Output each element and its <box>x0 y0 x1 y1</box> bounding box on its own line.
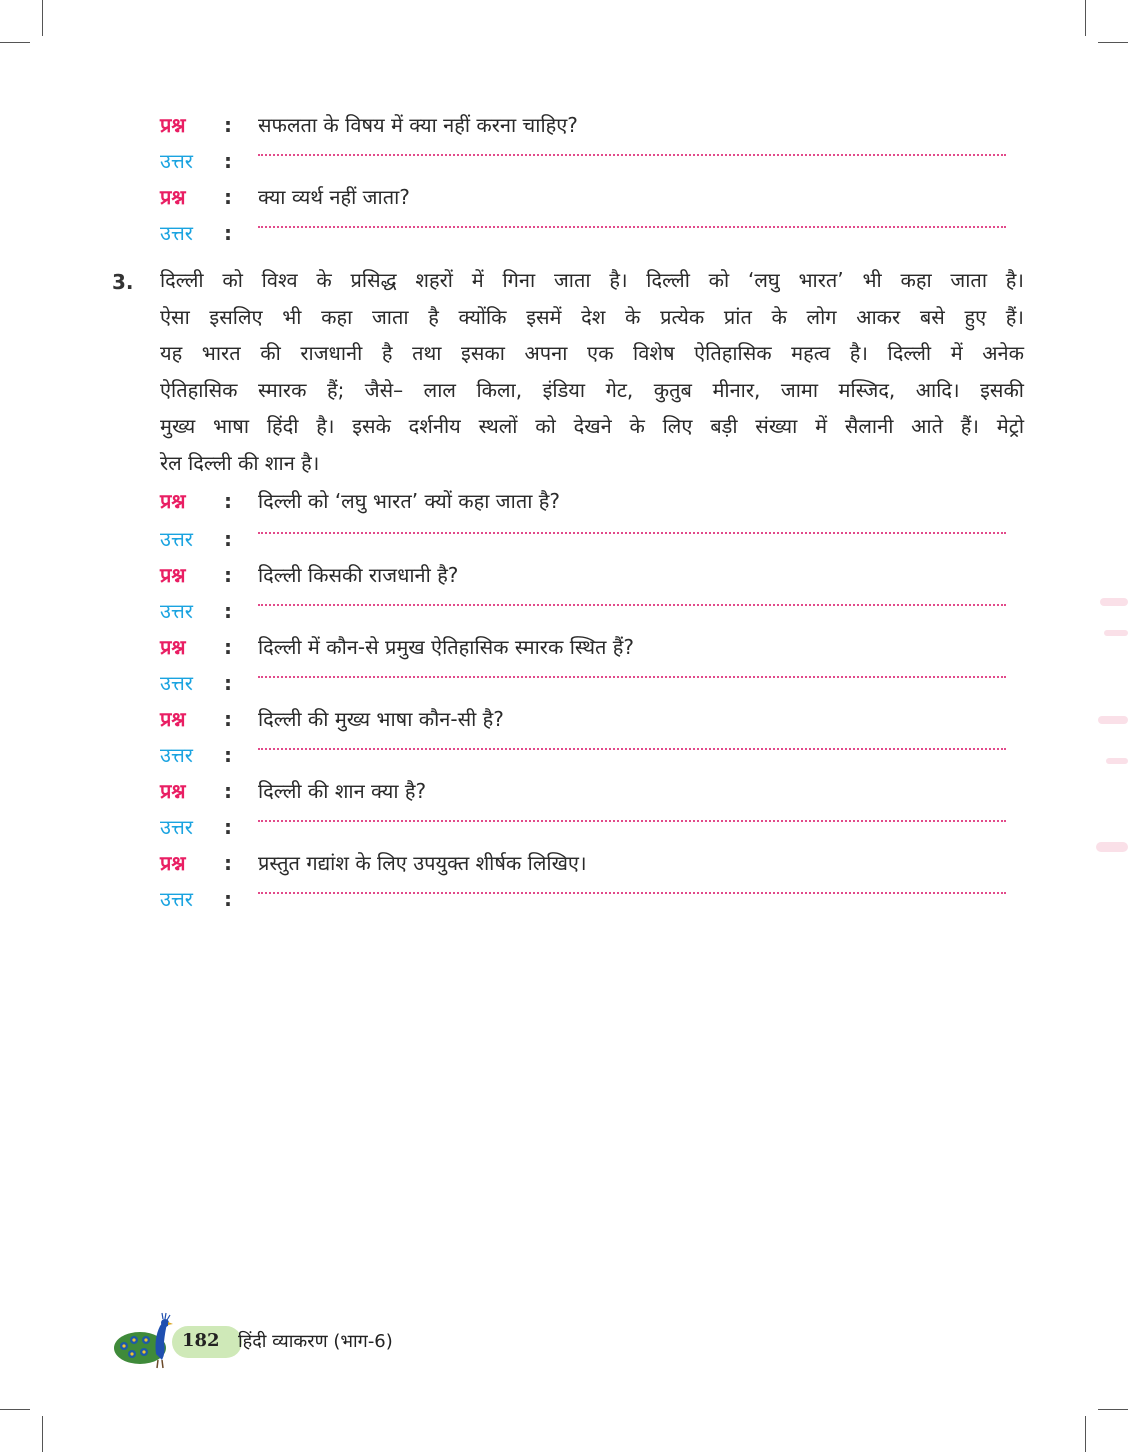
colon: : <box>224 489 232 513</box>
passage-line: मुख्य भाषा हिंदी है। इसके दर्शनीय स्थलों को देखने के लिए बड़ी संख्या में सैलानी आते हैं। मेट्रो <box>160 414 1024 438</box>
colon: : <box>224 221 232 245</box>
colon: : <box>224 149 232 173</box>
answer-label: उत्तर <box>160 743 193 767</box>
answer-label: उत्तर <box>160 221 193 245</box>
colon: : <box>224 113 232 137</box>
answer-label: उत्तर <box>160 671 193 695</box>
answer-line[interactable] <box>258 154 1006 156</box>
colon: : <box>224 707 232 731</box>
question-text: दिल्ली की शान क्या है? <box>258 779 427 803</box>
passage-line: दिल्ली को विश्व के प्रसिद्ध शहरों में गिना जाता है। दिल्ली को ‘लघु भारत’ भी कहा जाता है। <box>160 268 1024 292</box>
question-label: प्रश्न <box>160 185 186 209</box>
crop-mark <box>0 42 30 43</box>
answer-row <box>160 740 1010 770</box>
answer-label: उत्तर <box>160 149 193 173</box>
question-row <box>160 182 1010 212</box>
answer-line[interactable] <box>258 226 1006 228</box>
question-text: दिल्ली में कौन-से प्रमुख ऐतिहासिक स्मारक स्थित हैं? <box>258 635 635 659</box>
answer-label: उत्तर <box>160 527 193 551</box>
answer-row <box>160 668 1010 698</box>
colon: : <box>224 743 232 767</box>
question-row <box>160 486 1010 516</box>
colon: : <box>224 851 232 875</box>
edge-decoration <box>1100 598 1128 606</box>
question-text: सफलता के विषय में क्या नहीं करना चाहिए? <box>258 113 578 137</box>
answer-row <box>160 146 1010 176</box>
question-label: प्रश्न <box>160 779 186 803</box>
question-label: प्रश्न <box>160 851 186 875</box>
crop-mark <box>1098 42 1128 43</box>
passage-number: 3. <box>112 270 134 294</box>
answer-row <box>160 218 1010 248</box>
answer-label: उत्तर <box>160 815 193 839</box>
colon: : <box>224 887 232 911</box>
question-row <box>160 776 1010 806</box>
question-row <box>160 704 1010 734</box>
crop-mark <box>1085 1416 1086 1452</box>
edge-decoration <box>1098 716 1128 724</box>
book-title: हिंदी व्याकरण (भाग-6) <box>238 1331 393 1352</box>
page-footer <box>112 1310 512 1370</box>
colon: : <box>224 185 232 209</box>
crop-mark <box>1098 1409 1128 1410</box>
colon: : <box>224 671 232 695</box>
answer-row <box>160 524 1010 554</box>
answer-line[interactable] <box>258 748 1006 750</box>
colon: : <box>224 599 232 623</box>
colon: : <box>224 527 232 551</box>
question-label: प्रश्न <box>160 635 186 659</box>
colon: : <box>224 635 232 659</box>
question-label: प्रश्न <box>160 707 186 731</box>
answer-line[interactable] <box>258 532 1006 534</box>
question-text: दिल्ली की मुख्य भाषा कौन-सी है? <box>258 707 504 731</box>
page-number: 182 <box>182 1330 220 1351</box>
colon: : <box>224 563 232 587</box>
edge-decoration <box>1106 758 1128 764</box>
crop-mark <box>1085 0 1086 36</box>
question-label: प्रश्न <box>160 489 186 513</box>
answer-label: उत्तर <box>160 599 193 623</box>
peacock-icon <box>112 1310 178 1370</box>
edge-decoration <box>1096 842 1128 852</box>
top-qa-block <box>160 110 1010 250</box>
crop-mark <box>42 1416 43 1452</box>
answer-line[interactable] <box>258 676 1006 678</box>
colon: : <box>224 779 232 803</box>
passage-qa-block <box>160 486 1010 916</box>
question-label: प्रश्न <box>160 563 186 587</box>
answer-row <box>160 884 1010 914</box>
question-text: क्या व्यर्थ नहीं जाता? <box>258 185 410 209</box>
passage-text <box>160 262 1024 481</box>
question-row <box>160 632 1010 662</box>
passage-line: रेल दिल्ली की शान है। <box>160 450 320 475</box>
question-row <box>160 110 1010 140</box>
answer-line[interactable] <box>258 820 1006 822</box>
question-row <box>160 560 1010 590</box>
question-text: दिल्ली किसकी राजधानी है? <box>258 563 459 587</box>
answer-row <box>160 812 1010 842</box>
passage-line: ऐतिहासिक स्मारक हैं; जैसे– लाल किला, इंडिया गेट, कुतुब मीनार, जामा मस्जिद, आदि। इसकी <box>160 377 1024 402</box>
answer-line[interactable] <box>258 892 1006 894</box>
question-row <box>160 848 1010 878</box>
passage-line: यह भारत की राजधानी है तथा इसका अपना एक विशेष ऐतिहासिक महत्व है। दिल्ली में अनेक <box>160 341 1024 365</box>
answer-label: उत्तर <box>160 887 193 911</box>
colon: : <box>224 815 232 839</box>
answer-row <box>160 596 1010 626</box>
crop-mark <box>0 1409 30 1410</box>
question-label: प्रश्न <box>160 113 186 137</box>
question-text: दिल्ली को ‘लघु भारत’ क्यों कहा जाता है? <box>258 489 560 513</box>
crop-mark <box>42 0 43 36</box>
answer-line[interactable] <box>258 604 1006 606</box>
edge-decoration <box>1104 630 1128 636</box>
passage-line: ऐसा इसलिए भी कहा जाता है क्योंकि इसमें देश के प्रत्येक प्रांत के लोग आकर बसे हुए हैं। <box>160 304 1024 329</box>
question-text: प्रस्तुत गद्यांश के लिए उपयुक्त शीर्षक लिखिए। <box>258 851 587 875</box>
